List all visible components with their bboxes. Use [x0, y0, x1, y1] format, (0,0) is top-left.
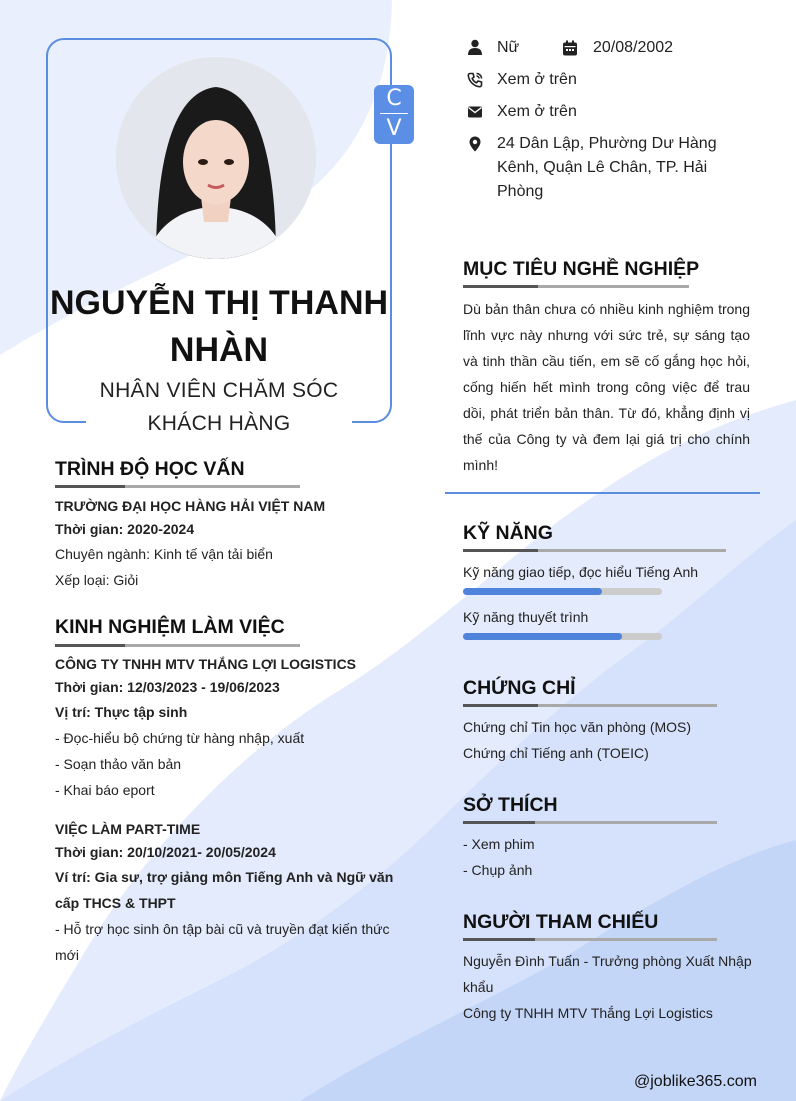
job-2-task-1: - Hỗ trợ học sinh ôn tập bài cũ và truyền đạt kiến thức mới — [55, 921, 390, 963]
gender-value: Nữ — [497, 39, 520, 56]
objective-title: MỤC TIÊU NGHỀ NGHIỆP — [463, 258, 700, 280]
skill-1-label: Kỹ năng giao tiếp, đọc hiểu Tiếng Anh — [463, 564, 699, 580]
education-time: Thời gian: 2020-2024 — [55, 521, 195, 537]
job-2-position: Ví trí: Gia sư, trợ giảng môn Tiếng Anh và Ngữ văn cấp THCS & THPT — [55, 869, 394, 911]
references-title: NGƯỜI THAM CHIẾU — [463, 911, 659, 933]
skill-1-bar — [463, 588, 662, 595]
profile-photo — [116, 57, 316, 259]
watermark: @joblike365.com — [634, 1073, 757, 1090]
cv-badge-divider — [380, 113, 408, 114]
reference-company: Công ty TNHH MTV Thắng Lợi Logistics — [463, 1005, 713, 1021]
hobbies-underline — [463, 821, 717, 824]
certificates-title: CHỨNG CHỈ — [463, 677, 576, 699]
skills-title: KỸ NĂNG — [463, 522, 553, 544]
education-title: TRÌNH ĐỘ HỌC VẤN — [55, 458, 245, 480]
objective-text: Dù bản thân chưa có nhiều kinh nghiệm trong lĩnh vực này nhưng với sức trẻ, sự sáng tạo và tinh thần cầu tiến, em sẽ cố gắng học hỏi, cống hiến hết mình trong công việc để trau dồi, phát triển bản thân. Từ đó, khẳng định vị thế của Công ty và đem lại giá trị cho chính mình! — [463, 301, 750, 473]
cv-badge-bottom: V — [386, 116, 402, 141]
skill-2-fill — [463, 633, 622, 640]
experience-title: KINH NGHIỆM LÀM VIỆC — [55, 616, 285, 638]
phone-value: Xem ở trên — [497, 71, 577, 88]
job-title: NHÂN VIÊN CHĂM SÓC KHÁCH HÀNG — [86, 374, 352, 440]
skill-1-fill — [463, 588, 602, 595]
certificates-underline — [463, 704, 717, 707]
hobby-2: - Chụp ảnh — [463, 862, 533, 878]
job-2-time: Thời gian: 20/10/2021- 20/05/2024 — [55, 844, 276, 860]
job-1-company: CÔNG TY TNHH MTV THẮNG LỢI LOGISTICS — [55, 656, 357, 672]
address-value: 24 Dân Lập, Phường Dư Hàng Kênh, Quận Lê Chân, TP. Hải Phòng — [497, 135, 717, 200]
skill-2-bar — [463, 633, 662, 640]
job-1-task-1: - Đọc-hiểu bộ chứng từ hàng nhập, xuất — [55, 730, 305, 746]
skill-2-label: Kỹ năng thuyết trình — [463, 609, 589, 625]
reference-person: Nguyễn Đình Tuấn - Trưởng phòng Xuất Nhập khẩu — [463, 953, 752, 995]
hobbies-title: SỞ THÍCH — [463, 794, 558, 816]
email-value: Xem ở trên — [497, 103, 577, 120]
education-rank: Xếp loại: Giỏi — [55, 572, 139, 588]
hobby-1: - Xem phim — [463, 836, 535, 852]
job-2-company: VIỆC LÀM PART-TIME — [55, 821, 201, 837]
column-divider — [445, 492, 760, 494]
birthday-value: 20/08/2002 — [593, 39, 674, 56]
job-1-task-2: - Soạn thảo văn bản — [55, 756, 182, 772]
education-school: TRƯỜNG ĐẠI HỌC HÀNG HẢI VIỆT NAM — [55, 498, 326, 514]
user-icon — [467, 39, 483, 55]
cv-badge-top: C — [386, 86, 402, 111]
references-underline — [463, 938, 717, 941]
certificate-1: Chứng chỉ Tin học văn phòng (MOS) — [463, 719, 692, 735]
job-1-time: Thời gian: 12/03/2023 - 19/06/2023 — [55, 679, 280, 695]
job-1-task-3: - Khai báo eport — [55, 782, 155, 798]
education-major: Chuyên ngành: Kinh tế vận tải biển — [55, 546, 273, 562]
location-pin-icon — [467, 136, 483, 152]
skills-underline — [463, 549, 726, 552]
full-name: NGUYỄN THỊ THANH NHÀN — [49, 284, 389, 369]
calendar-icon — [562, 40, 578, 56]
mail-icon — [467, 104, 483, 120]
objective-underline — [463, 285, 689, 288]
education-underline — [55, 485, 300, 488]
cv-badge — [374, 85, 414, 144]
certificate-2: Chứng chỉ Tiếng anh (TOEIC) — [463, 745, 649, 761]
job-1-position: Vị trí: Thực tập sinh — [55, 704, 188, 720]
experience-underline — [55, 644, 300, 647]
phone-icon — [467, 72, 483, 88]
